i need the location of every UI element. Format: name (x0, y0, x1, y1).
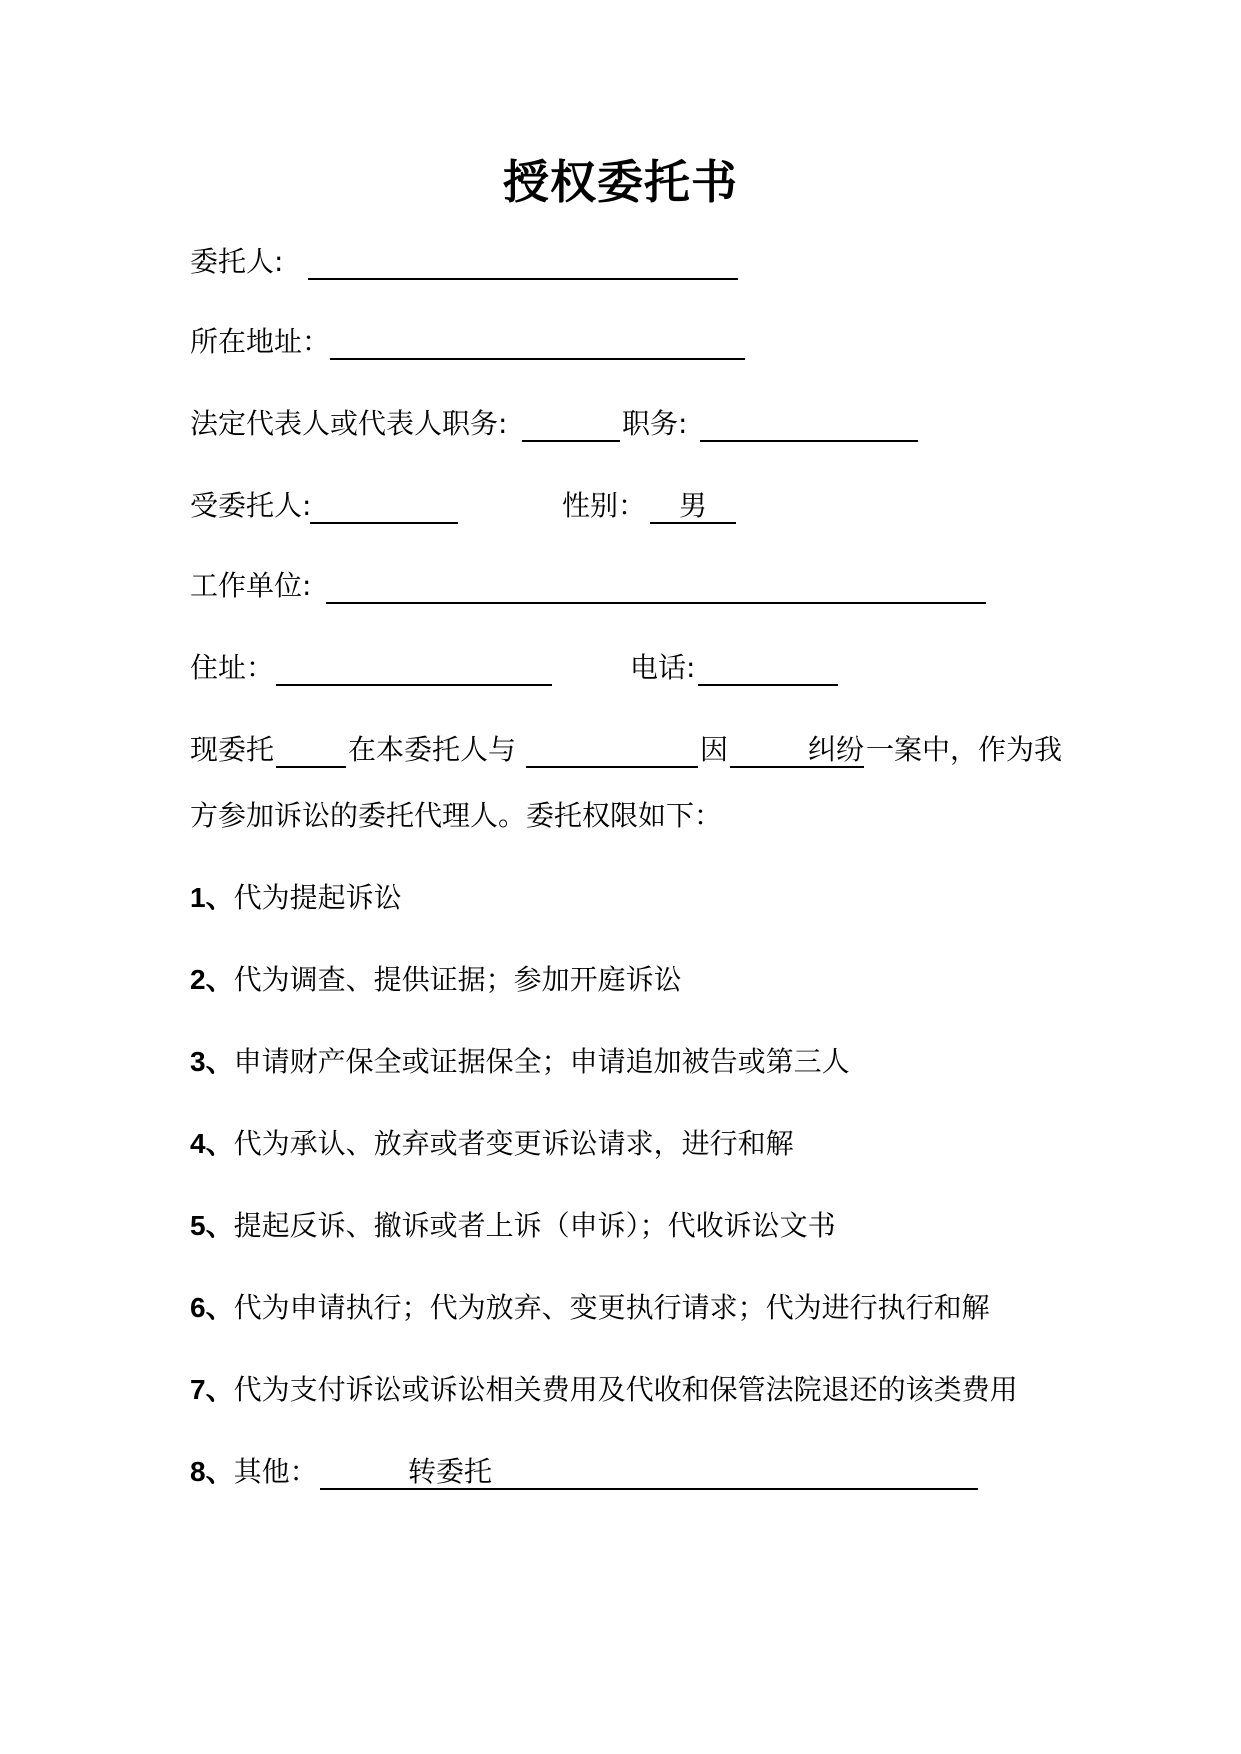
employer-blank[interactable] (326, 564, 986, 604)
position-label: 职务: (622, 407, 688, 440)
position-blank[interactable] (700, 402, 918, 442)
power-text: 提起反诉、撤诉或者上诉（申诉）；代收诉讼文书 (233, 1209, 836, 1242)
power-number: 2、 (190, 964, 234, 995)
opposing-party-blank[interactable] (526, 728, 698, 768)
power-text: 代为支付诉讼或诉讼相关费用及代收和保管法院退还的该类费用 (233, 1373, 1018, 1406)
power-number: 3、 (190, 1046, 234, 1077)
principal-blank[interactable] (308, 240, 738, 280)
legal-rep-row (190, 402, 1090, 446)
power-number: 4、 (190, 1128, 234, 1159)
address-label: 所在地址： (190, 325, 331, 358)
principal-row (190, 240, 1090, 284)
delegation-line-2: 方参加诉讼的委托代理人。委托权限如下： (190, 799, 723, 832)
delegation-line-1 (190, 728, 1090, 772)
residence-label: 住址： (190, 651, 275, 684)
power-number: 7、 (190, 1374, 234, 1405)
power-text: 代为申请执行；代为放弃、变更执行请求；代为进行执行和解 (233, 1291, 990, 1324)
delegation-part1: 现委托 (190, 733, 275, 766)
power-number: 6、 (190, 1292, 234, 1323)
power-text: 代为提起诉讼 (233, 881, 402, 914)
agent-blank[interactable] (310, 484, 458, 524)
document-title: 授权委托书 (503, 155, 738, 209)
delegation-part2: 在本委托人与 (348, 733, 517, 766)
phone-blank[interactable] (698, 646, 838, 686)
other-value: 转委托 (408, 1455, 493, 1488)
delegation-part3: 因 (700, 733, 729, 766)
power-item-4 (190, 1122, 1090, 1166)
power-item-1 (190, 876, 1090, 920)
gender-value[interactable]: 男 (650, 484, 736, 524)
legal-rep-label: 法定代表人或代表人职务: (190, 407, 508, 440)
power-item-7 (190, 1368, 1090, 1412)
employer-label: 工作单位: (190, 569, 312, 602)
gender-label: 性别： (562, 489, 647, 522)
power-text: 代为承认、放弃或者变更诉讼请求，进行和解 (233, 1127, 794, 1160)
power-number: 5、 (190, 1210, 234, 1241)
residence-row (190, 646, 1090, 690)
residence-blank[interactable] (276, 646, 552, 686)
power-number: 8、 (190, 1456, 234, 1487)
power-text: 代为调查、提供证据；参加开庭诉讼 (233, 963, 682, 996)
phone-label: 电话: (630, 651, 696, 684)
address-blank[interactable] (330, 320, 745, 360)
power-text: 申请财产保全或证据保全；申请追加被告或第三人 (233, 1045, 850, 1078)
address-row (190, 320, 1090, 364)
power-item-8 (190, 1450, 1090, 1494)
agent-row (190, 484, 1090, 528)
legal-rep-blank[interactable] (522, 402, 620, 442)
dispute-blank[interactable]: 纠纷 (730, 728, 864, 768)
power-item-3 (190, 1040, 1090, 1084)
principal-label: 委托人: (190, 245, 284, 278)
power-item-5 (190, 1204, 1090, 1248)
power-item-2 (190, 958, 1090, 1002)
agent-label: 受委托人: (190, 489, 312, 522)
other-blank[interactable] (320, 1450, 978, 1490)
power-item-6 (190, 1286, 1090, 1330)
delegation-part4: 一案中，作为我 (866, 733, 1063, 766)
power-number: 1、 (190, 882, 234, 913)
power-text: 其他： (233, 1455, 318, 1488)
delegate-name-blank[interactable] (276, 728, 346, 768)
employer-row (190, 564, 1090, 608)
